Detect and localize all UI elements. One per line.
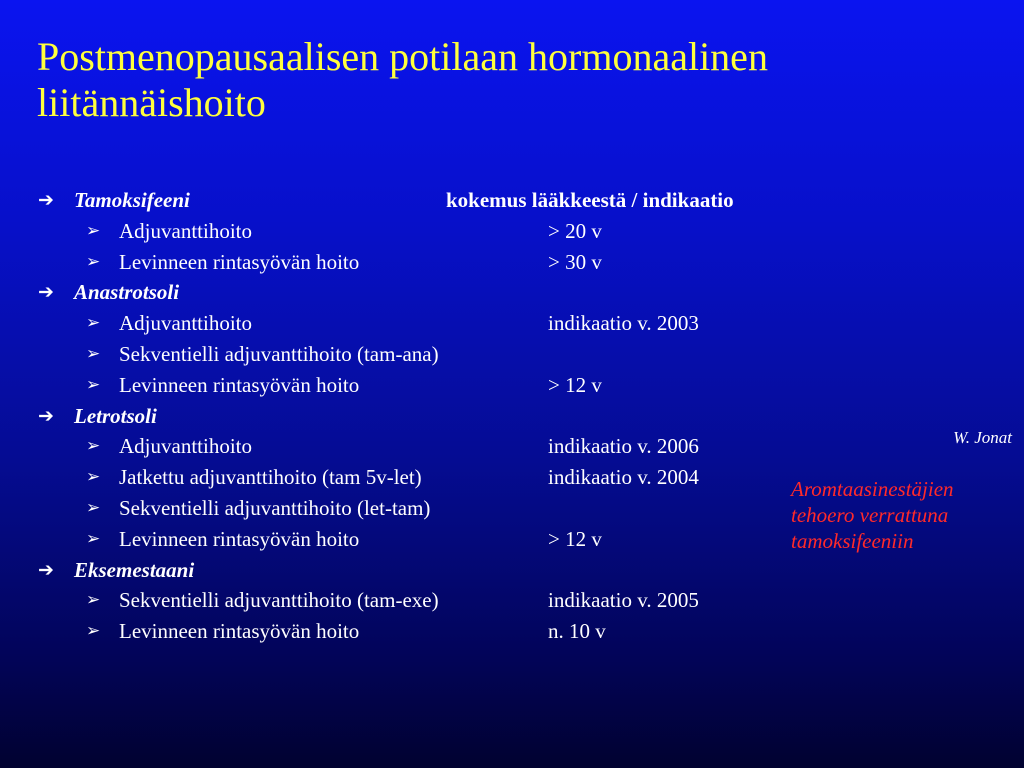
author-credit: W. Jonat [953, 428, 1012, 447]
indication-row [36, 431, 816, 462]
indication-row [36, 247, 816, 278]
indication-value: indikaatio v. 2006 [548, 434, 699, 459]
drug-name: Eksemestaani [74, 557, 195, 582]
arrowhead-bullet-icon: ➢ [86, 497, 101, 518]
title-line-1: Postmenopausaalisen potilaan hormonaalinen [37, 34, 768, 79]
side-note-line-2: tehoero verrattuna [791, 503, 949, 527]
indication-value: > 12 v [548, 372, 602, 397]
arrowhead-bullet-icon: ➢ [86, 313, 101, 334]
indication-row [36, 616, 816, 647]
indication-value: indikaatio v. 2005 [548, 588, 699, 613]
arrowhead-bullet-icon: ➢ [86, 528, 101, 549]
arrowhead-bullet-icon: ➢ [86, 436, 101, 457]
arrowhead-bullet-icon: ➢ [86, 251, 101, 272]
indication-row [36, 370, 816, 401]
indication-label: Levinneen rintasyövän hoito [119, 619, 360, 644]
arrowhead-bullet-icon: ➢ [86, 220, 101, 241]
indication-label: Levinneen rintasyövän hoito [119, 249, 360, 274]
indication-label: Levinneen rintasyövän hoito [119, 372, 360, 397]
indication-value: indikaatio v. 2004 [548, 465, 699, 490]
side-note [791, 476, 1021, 554]
indication-label: Jatkettu adjuvanttihoito (tam 5v-let) [119, 465, 422, 490]
arrowhead-bullet-icon: ➢ [86, 467, 101, 488]
arrowhead-bullet-icon: ➢ [86, 590, 101, 611]
arrow-right-icon: ➔ [38, 558, 54, 581]
indication-value: > 20 v [548, 218, 602, 243]
indication-label: Adjuvanttihoito [119, 434, 252, 459]
arrow-right-icon: ➔ [38, 281, 54, 304]
indication-row [36, 216, 816, 247]
drug-name: Letrotsoli [74, 403, 157, 428]
bullet-list [36, 185, 816, 647]
slide-title [37, 34, 987, 126]
indication-label: Levinneen rintasyövän hoito [119, 526, 360, 551]
arrow-right-icon: ➔ [38, 189, 54, 211]
indication-row [36, 493, 816, 524]
column-header: kokemus lääkkeestä / indikaatio [446, 188, 734, 212]
indication-row [36, 308, 816, 339]
side-note-line-1: Aromtaasinestäjien [791, 477, 954, 501]
drug-name: Tamoksifeeni [74, 188, 190, 212]
indication-label: Sekventielli adjuvanttihoito (let-tam) [119, 495, 431, 520]
drug-name: Anastrotsoli [74, 280, 180, 305]
indication-label: Sekventielli adjuvanttihoito (tam-exe) [119, 588, 439, 613]
drug-heading-row [36, 277, 816, 308]
indication-row [36, 585, 816, 616]
indication-value: indikaatio v. 2003 [548, 311, 699, 336]
indication-value: > 30 v [548, 249, 602, 274]
indication-label: Sekventielli adjuvanttihoito (tam-ana) [119, 341, 439, 366]
arrowhead-bullet-icon: ➢ [86, 621, 101, 642]
arrowhead-bullet-icon: ➢ [86, 343, 101, 364]
title-line-2: liitännäishoito [37, 80, 266, 125]
indication-row [36, 339, 816, 370]
indication-label: Adjuvanttihoito [119, 218, 252, 243]
drug-heading-row [36, 401, 816, 432]
drug-heading-row [36, 185, 816, 216]
indication-value: n. 10 v [548, 619, 606, 644]
side-note-line-3: tamoksifeeniin [791, 529, 914, 553]
indication-row [36, 524, 816, 555]
arrow-right-icon: ➔ [38, 404, 54, 427]
indication-value: > 12 v [548, 526, 602, 551]
indication-label: Adjuvanttihoito [119, 311, 252, 336]
arrowhead-bullet-icon: ➢ [86, 374, 101, 395]
indication-row [36, 462, 816, 493]
drug-heading-row [36, 555, 816, 586]
